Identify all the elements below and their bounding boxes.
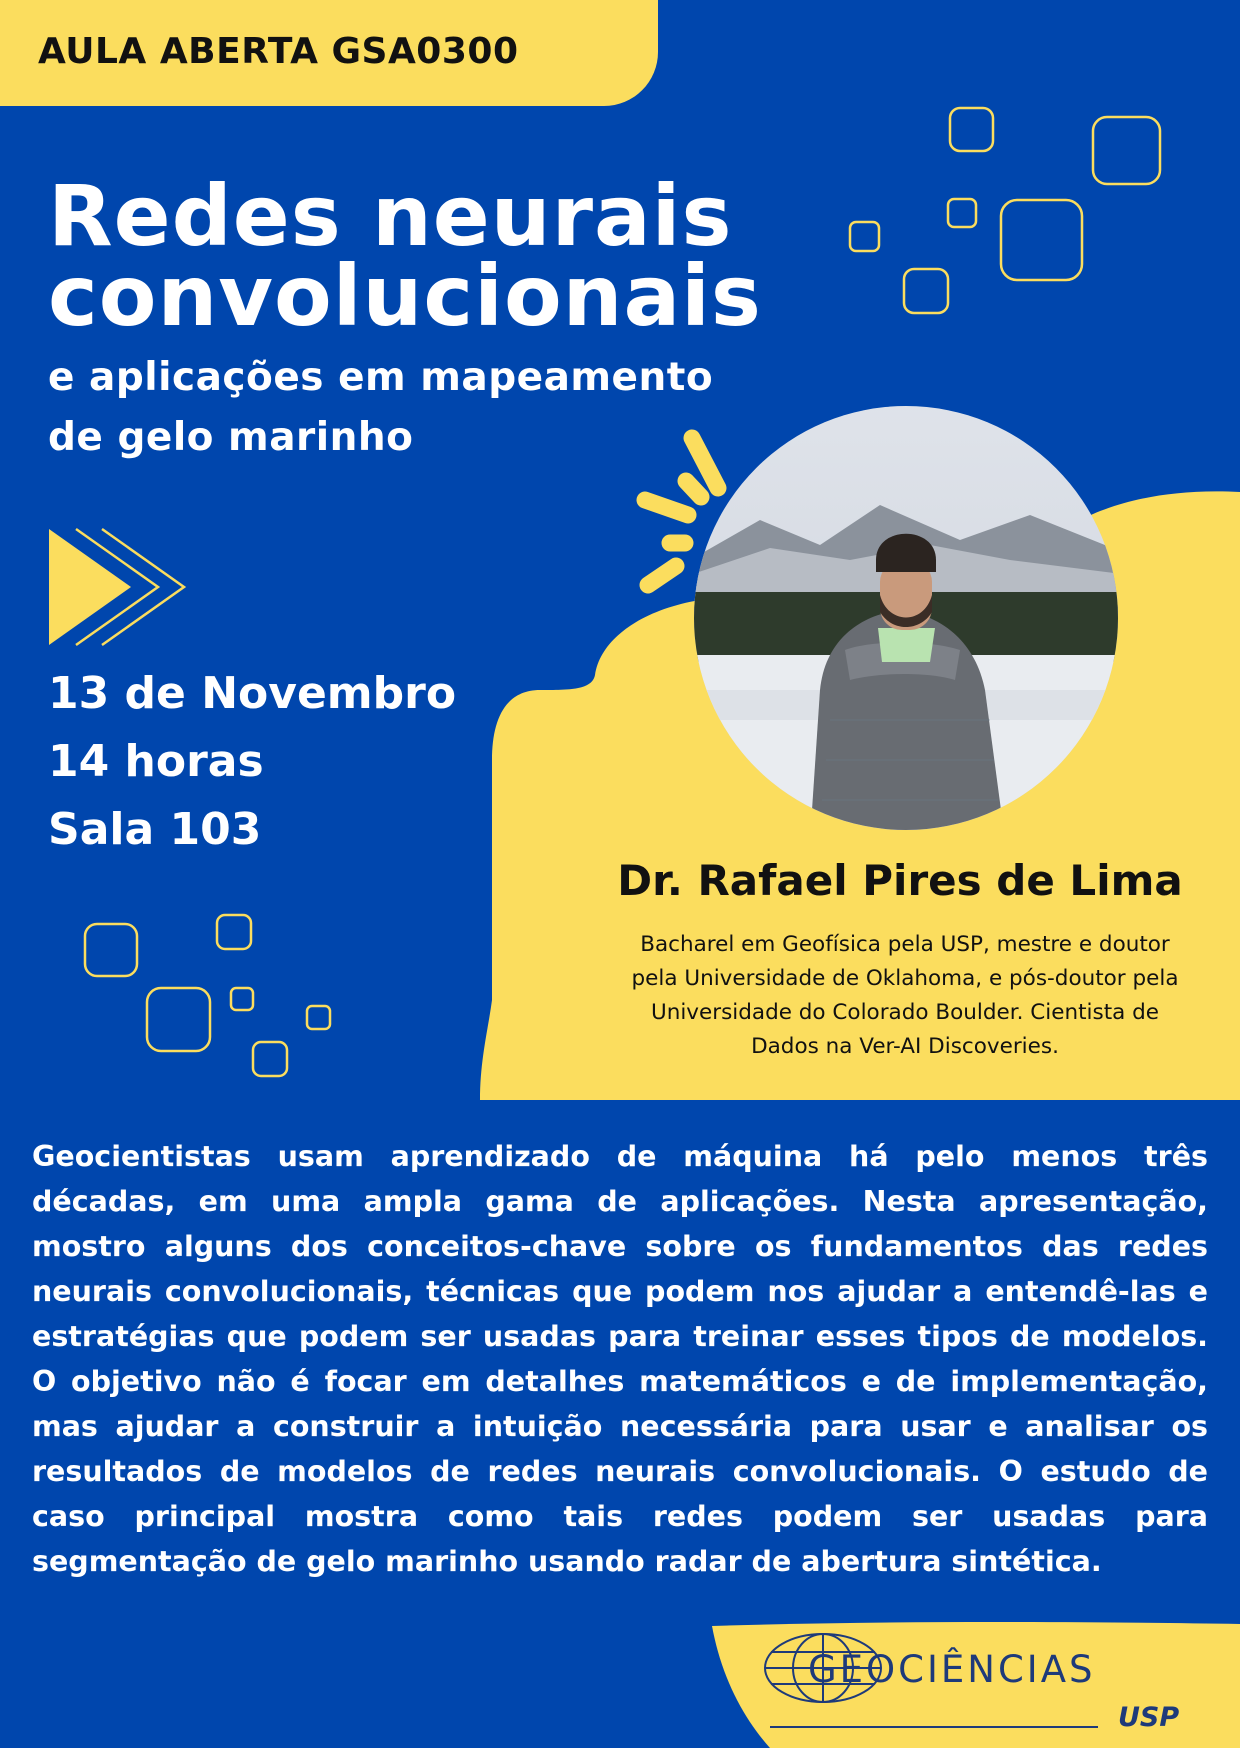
subtitle-line-2: de gelo marinho (48, 415, 414, 460)
title-line-2: convolucionais (48, 247, 762, 345)
speaker-bio-line: Universidade do Colorado Boulder. Cientista de (650, 1000, 1160, 1025)
speaker-bio-line: Bacharel em Geofísica pela USP, mestre e doutor (640, 932, 1170, 957)
header-tag-label: AULA ABERTA GSA0300 (38, 31, 519, 72)
subtitle-line-1: e aplicações em mapeamento (48, 355, 714, 400)
title-line-1: Redes neurais (48, 167, 733, 265)
geociencias-logo: GEOCIÊNCIAS (808, 1648, 1096, 1691)
event-room: Sala 103 (48, 804, 262, 855)
event-date: 13 de Novembro (48, 668, 457, 719)
event-time: 14 horas (48, 736, 264, 787)
speaker-bio-line: Dados na Ver-AI Discoveries. (751, 1034, 1059, 1059)
usp-logo: USP (1118, 1702, 1180, 1733)
speaker-bio-line: pela Universidade de Oklahoma, e pós-doutor pela (631, 966, 1179, 991)
abstract-paragraph: Geocientistas usam aprendizado de máquina há pelo menos três décadas, em uma ampla gama de aplicações. Nesta apresentação, mostro alguns dos conceitos-chave sobre os fundamentos das redes neurais convolucionais, técnicas que podem nos ajudar a entendê-las e estratégias que podem ser usadas para treinar esses tipos de modelos. O objetivo não é focar em detalhes matemáticos e de implementação, mas ajudar a construir a intuição necessária para usar e analisar os resultados de modelos de redes neurais convolucionais. O estudo de caso principal mostra como tais redes podem ser usadas para segmentação de gelo marinho usando radar de abertura sintética. (32, 1140, 1208, 1578)
speaker-name: Dr. Rafael Pires de Lima (617, 856, 1183, 905)
